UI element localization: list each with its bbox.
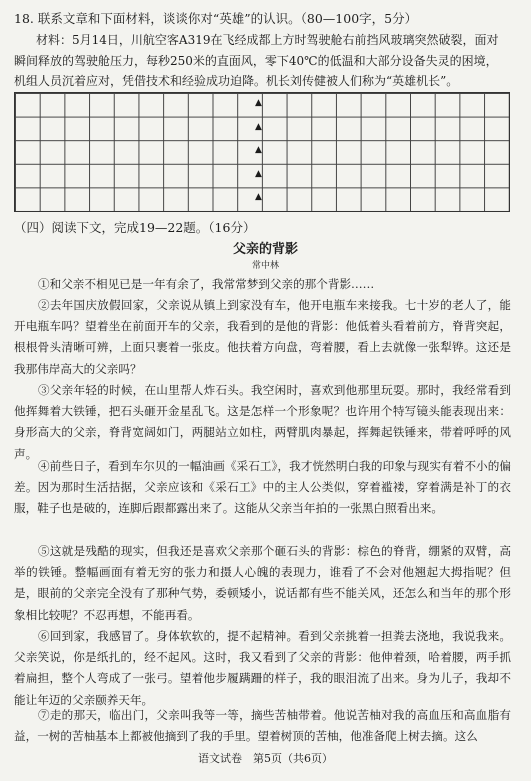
triangle-marker-icon: ▲: [255, 98, 262, 108]
paragraph-1: ①和父亲不相见已是一年有余了，我常常梦到父亲的那个背影……: [38, 277, 375, 291]
paragraph-2: ②去年国庆放假回家，父亲说从镇上到家没有车，他开电瓶车来接我。七十岁的老人了，能开电瓶车吗？望着坐在前面开车的父亲，我看到的是他的背影：他低着头看着前方，脊背突起，根根骨头清晰可辨，上面只裹着一张皮。他扶着方向盘，弯着腰，看上去就像一张犁铧。这还是我那伟岸高大的父亲吗？: [14, 298, 511, 376]
triangle-marker-icon: ▲: [255, 169, 262, 179]
question-18-material: 材料：5月14日，川航空客A319在飞经成都上方时驾驶舱右前挡风玻璃突然破裂，面对瞬间释放的驾驶舱压力，每秒250米的直面风，零下40℃的低温和大部分设备失灵的困境，机组人员沉着应对，凭借技术和经验成功迫降。机长刘传健被人们称为“英雄机长”。: [14, 33, 499, 88]
page-footer: 语文试卷 第5页（共6页）: [198, 752, 333, 765]
article-title: 父亲的背影: [232, 242, 298, 257]
triangle-marker-icon: ▲: [255, 145, 262, 155]
paragraph-5: ⑤这就是残酷的现实，但我还是喜欢父亲那个砸石头的背影：棕色的脊背，绷紧的双臂，高举的铁锤。整幅画面有着无穷的张力和摄人心魄的表现力，谁看了不会对他翘起大拇指呢？但是，眼前的父亲完全没有了那种气势，委顿矮小，说话都有些不能关风，还怎么和当年的那个形象相比较呢？不忍再想，不能再看。: [14, 544, 511, 622]
section-4-heading: （四）阅读下文，完成19—22题。（16分）: [14, 220, 256, 235]
answer-grid[interactable]: [14, 92, 510, 212]
article-author: 常中林: [251, 261, 279, 271]
paragraph-4: ④前些日子，看到车尔贝的一幅油画《采石工》，我才恍然明白我的印象与现实有着不小的偏差。因为那时生活拮据，父亲应该和《采石工》中的主人公类似，穿着褴褛，穿着满是补丁的衣服，鞋子也是破的，连脚后跟都露出来了。这能从父亲当年拍的一张黑白照看出来。: [14, 459, 511, 516]
paragraph-3-text: ③父亲年轻的时候，在山里帮人炸石头。我空闲时，喜欢到他那里玩耍。那时，我经常看到他挥舞着大铁锤，把石头砸开金星乱飞。这是怎样一个形象呢？也许用个特写镜头能表现出来：身形高大的父亲，脊背宽阔如门，两腿站立如柱，两臂肌肉暴起，挥舞起铁锤来，带着呼呼的风声。: [14, 383, 511, 461]
paragraph-3: [14, 380, 511, 465]
paragraph-6: ⑥回到家，我感冒了。身体软软的，提不起精神。看到父亲挑着一担粪去浇地，我说我来。父亲笑说，你是纸扎的，经不起风。这时，我又看到了父亲的背影：他伸着颈，哈着腰，两手抓着扁担，整个人弯成了一张弓。望着他步履蹒跚的样子，我的眼泪流了出来。身为儿子，我却不能让年迈的父亲颐养天年。: [14, 629, 511, 707]
triangle-marker-icon: ▲: [255, 122, 262, 132]
question-18-stem: 18. 联系文章和下面材料，谈谈你对“英雄”的认识。（80—100字，5分）: [14, 11, 418, 26]
paragraph-7: ⑦走的那天，临出门，父亲叫我等一等，摘些苦柚带着。他说苦柚对我的高血压和高血脂有益，一树的苦柚基本上都被他摘到了我的手里。望着树顶的苦柚，他准备爬上树去摘。这么: [14, 708, 511, 744]
triangle-marker-icon: ▲: [255, 192, 262, 202]
